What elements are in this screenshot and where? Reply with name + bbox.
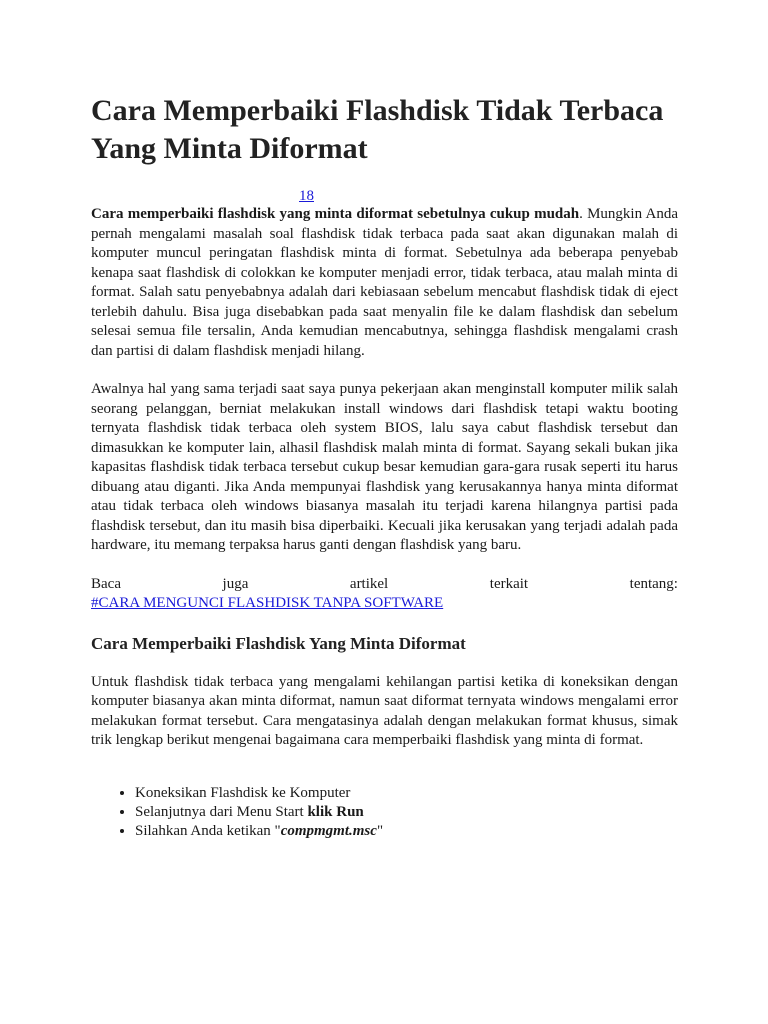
list-item [135,822,678,841]
list-item [135,803,678,822]
related-word: tentang: [629,575,678,592]
reference-link[interactable]: 18 [299,188,314,204]
method-paragraph: Untuk flashdisk tidak terbaca yang mengalami kehilangan partisi ketika di koneksikan dengan komputer biasanya akan minta diformat, namun saat diformat ternyata windows mengalami error melakukan format tersebut. Cara mengatasinya adalah dengan melakukan format khusus, simak trik lengkap berikut mengenai bagaimana cara memperbaiki flashdisk yang minta di format. [91,673,678,748]
experience-paragraph: Awalnya hal yang sama terjadi saat saya punya pekerjaan akan menginstall komputer milik salah seorang pelanggan, berniat melakukan install windows dari flashdisk tetapi waktu booting ternyata flashdisk tidak terbaca oleh system BIOS, lalu saya cabut flashdisk tersebut dan dimasukkan ke komputer lain, alhasil flashdisk malah minta di format. Sayang sekali bukan jika kapasitas flashdisk tidak terbaca tersebut cukup besar kemudian gara-gara rusak seperti itu harus dibuang atau diganti. Jika Anda mempunyai flashdisk yang kerusakannya hanya minta diformat atau tidak terbaca oleh windows biasanya masalah itu terjadi karena hilangnya partisi pada flashdisk tersebut, dan itu masih bisa diperbaiki. Kecuali jika kerusakan yang terjadi adalah pada hardware, itu memang terpaksa harus ganti dengan flashdisk yang baru. [91,381,678,553]
reference-line [91,187,678,205]
related-word: terkait [489,575,529,592]
intro-bold-lead: Cara memperbaiki flashdisk yang minta diformat sebetulnya cukup mudah [91,206,580,222]
step-bold: klik Run [307,803,364,820]
related-article-line [91,575,678,594]
list-item [135,784,678,803]
related-word: juga [222,575,249,592]
step-command: compmgmt.msc [280,822,377,839]
intro-paragraph [91,205,678,361]
page-title: Cara Memperbaiki Flashdisk Tidak Terbaca Yang Minta Diformat [91,94,664,165]
related-word: artikel [349,575,389,592]
related-word: Baca [91,575,121,592]
related-article-link-line [91,594,678,613]
document-page [91,92,678,841]
steps-list [91,784,678,841]
step-text: Koneksikan Flashdisk ke Komputer [135,784,351,801]
step-prefix: Silahkan Anda ketikan " [135,822,281,839]
step-prefix: Selanjutnya dari Menu Start [135,803,308,820]
intro-text: . Mungkin Anda pernah mengalami masalah soal flashdisk tidak terbaca pada saat akan digunakan malah di komputer muncul peringatan flashdisk minta di format. Sebetulnya ada beberapa penyebab kenapa saat flashdisk di colokkan ke komputer menjadi error, tidak terbaca, atau malah minta di format. Salah satu penyebabnya adalah dari kebiasaan sebelum mencabut flashdisk tidak di eject terlebih dahulu. Bisa juga disebabkan pada saat menyalin file ke dalam flashdisk dan sebelum selesai semua file tersalin, Anda kemudian mencabutnya, sehingga flashdisk mengalami crash dan partisi di dalam flashdisk menjadi hilang. [91,206,678,359]
step-suffix: " [376,822,384,839]
related-article-link[interactable]: #CARA MENGUNCI FLASHDISK TANPA SOFTWARE [91,594,444,611]
section-heading: Cara Memperbaiki Flashdisk Yang Minta Diformat [91,633,466,653]
